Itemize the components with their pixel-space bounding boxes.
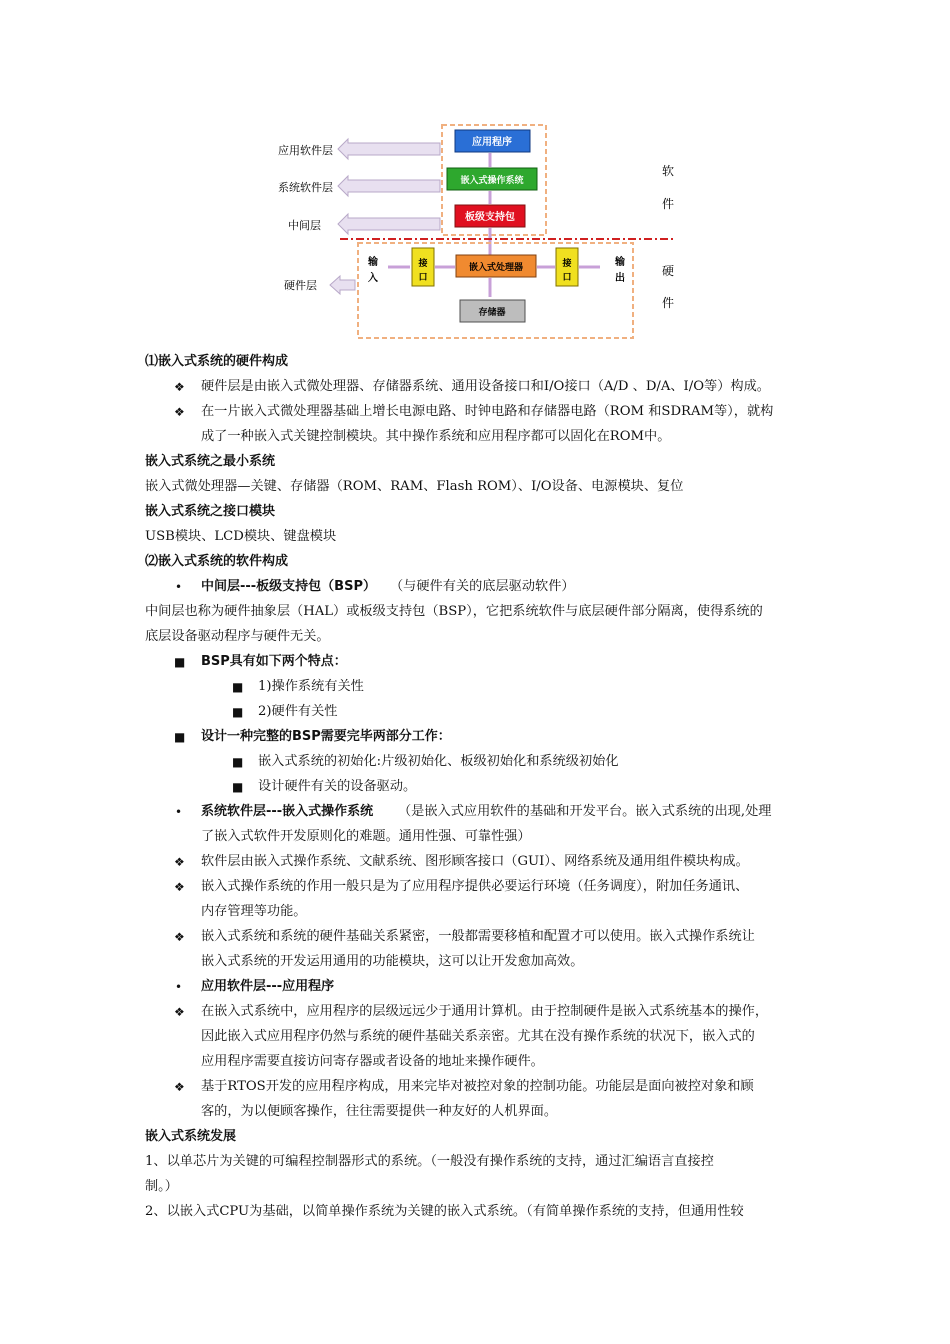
heading-development: 嵌入式系统发展 bbox=[145, 1129, 237, 1144]
para-line: 1、以单芯片为关键的可编程控制器形式的系统。（一般没有操作系统的支持，通过汇编语言直接控 bbox=[145, 1154, 714, 1169]
para-line: 制。） bbox=[145, 1179, 178, 1194]
middle-layer-title: 中间层---板级支持包（BSP） bbox=[201, 579, 376, 594]
para-line: 1)操作系统有关性 bbox=[258, 679, 364, 694]
para-line: 嵌入式系统和系统的硬件基础关系紧密，一般都需要移植和配置才可以使用。嵌入式操作系统让 bbox=[201, 929, 755, 944]
heading-min-system: 嵌入式系统之最小系统 bbox=[145, 454, 276, 469]
square-bullet: ■ bbox=[232, 680, 244, 694]
para-line: 客的，为以便顾客操作，往往需要提供一种友好的人机界面。 bbox=[201, 1104, 558, 1119]
dot-bullet: • bbox=[175, 805, 183, 819]
heading-interface: 嵌入式系统之接口模块 bbox=[145, 504, 276, 519]
para-line: 嵌入式微处理器—关键、存储器（ROM、RAM、Flash ROM）、I/O设备、电源模块、复位 bbox=[145, 479, 684, 494]
interface-left-2: 口 bbox=[418, 273, 428, 283]
para-line: 设计硬件有关的设备驱动。 bbox=[258, 779, 417, 794]
para-line: 硬件层是由嵌入式微处理器、存储器系统、通用设备接口和I/O接口（A/D 、D/A、I/O等）构成。 bbox=[201, 379, 770, 394]
dot-bullet: • bbox=[175, 580, 183, 594]
square-bullet: ■ bbox=[232, 780, 244, 794]
heading-hardware: ⑴嵌入式系统的硬件构成 bbox=[145, 354, 289, 369]
para-line: 嵌入式系统的初始化:片级初始化、板级初始化和系统级初始化 bbox=[258, 754, 619, 769]
para-line: 2、以嵌入式CPU为基础，以简单操作系统为关键的嵌入式系统。（有简单操作系统的支持，但通用性较 bbox=[145, 1204, 744, 1219]
label-sys-layer: 系统软件层 bbox=[278, 181, 333, 194]
diamond-bullet: ❖ bbox=[174, 380, 185, 394]
para-line: 底层设备驱动程序与硬件无关。 bbox=[145, 629, 330, 644]
para-line: 嵌入式操作系统的作用一般只是为了应用程序提供必要运行环境（任务调度），附加任务通讯、 bbox=[201, 879, 749, 894]
output-label-2: 出 bbox=[615, 273, 625, 284]
os-box-label: 嵌入式操作系统 bbox=[460, 176, 524, 186]
app-layer-title: 应用软件层---应用程序 bbox=[201, 979, 335, 994]
square-bullet: ■ bbox=[174, 655, 186, 669]
right-label-hard: 硬 bbox=[662, 264, 675, 278]
middle-layer-note: （与硬件有关的底层驱动软件） bbox=[390, 579, 575, 594]
sys-layer-title: 系统软件层---嵌入式操作系统 bbox=[201, 804, 374, 819]
bsp-features-title: BSP具有如下两个特点： bbox=[201, 654, 347, 669]
input-label-2: 入 bbox=[368, 273, 378, 284]
label-middle-layer: 中间层 bbox=[288, 219, 321, 232]
para-line: 内存管理等功能。 bbox=[201, 904, 307, 919]
right-label-soft: 软 bbox=[662, 164, 675, 178]
diamond-bullet: ❖ bbox=[174, 880, 185, 894]
bsp-box-label: 板级支持包 bbox=[465, 212, 515, 223]
diamond-bullet: ❖ bbox=[174, 1005, 185, 1019]
interface-right-2: 口 bbox=[562, 273, 572, 283]
diamond-bullet: ❖ bbox=[174, 855, 185, 869]
label-app-layer: 应用软件层 bbox=[278, 144, 333, 157]
para-line: 在一片嵌入式微处理器基础上增长电源电路、时钟电路和存储器电路（ROM 和SDRAM等），就构 bbox=[201, 404, 774, 419]
para-line: 应用程序需要直接访问寄存器或者设备的地址来操作硬件。 bbox=[201, 1054, 544, 1069]
para-line: 2)硬件有关性 bbox=[258, 704, 338, 719]
para-line: 在嵌入式系统中，应用程序的层级远远少于通用计算机。由于控制硬件是嵌入式系统基本的操作， bbox=[201, 1004, 769, 1019]
square-bullet: ■ bbox=[232, 755, 244, 769]
square-bullet: ■ bbox=[232, 705, 244, 719]
para-line: 成了一种嵌入式关键控制模块。其中操作系统和应用程序都可以固化在ROM中。 bbox=[201, 429, 671, 444]
sys-layer-note: （是嵌入式应用软件的基础和开发平台。嵌入式系统的出现,处理 bbox=[398, 804, 772, 819]
heading-software: ⑵嵌入式系统的软件构成 bbox=[145, 554, 289, 569]
interface-left-1: 接 bbox=[418, 259, 428, 269]
diamond-bullet: ❖ bbox=[174, 1080, 185, 1094]
dot-bullet: • bbox=[175, 980, 183, 994]
app-box-label: 应用程序 bbox=[472, 137, 512, 148]
para-line: USB模块、LCD模块、键盘模块 bbox=[145, 529, 337, 544]
para-line: 软件层由嵌入式操作系统、文献系统、图形顾客接口（GUI）、网络系统及通用组件模块构成。 bbox=[201, 854, 749, 869]
label-hw-layer: 硬件层 bbox=[284, 279, 317, 292]
square-bullet: ■ bbox=[174, 730, 186, 744]
memory-label: 存储器 bbox=[478, 308, 506, 318]
para-line: 了嵌入式软件开发原则化的难题。通用性强、可靠性强） bbox=[201, 829, 531, 844]
bsp-work-title: 设计一种完整的BSP需要完毕两部分工作： bbox=[201, 729, 451, 744]
para-line: 嵌入式系统的开发运用通用的功能模块，这可以让开发愈加高效。 bbox=[201, 954, 584, 969]
processor-label: 嵌入式处理器 bbox=[468, 263, 524, 273]
embedded-system-architecture-diagram bbox=[270, 115, 690, 345]
para-line: 中间层也称为硬件抽象层（HAL）或板级支持包（BSP），它把系统软件与底层硬件部分隔离，使得系统的 bbox=[145, 604, 763, 619]
diamond-bullet: ❖ bbox=[174, 405, 185, 419]
input-label-1: 输 bbox=[368, 257, 378, 268]
diamond-bullet: ❖ bbox=[174, 930, 185, 944]
right-label-ware: 件 bbox=[662, 197, 675, 211]
para-line: 因此嵌入式应用程序仍然与系统的硬件基础关系亲密。尤其在没有操作系统的状况下，嵌入式的 bbox=[201, 1029, 755, 1044]
interface-right-1: 接 bbox=[562, 259, 572, 269]
para-line: 基于RTOS开发的应用程序构成，用来完毕对被控对象的控制功能。功能层是面向被控对象和顾 bbox=[201, 1079, 754, 1094]
right-label-ware2: 件 bbox=[662, 296, 675, 310]
output-label-1: 输 bbox=[615, 257, 625, 268]
